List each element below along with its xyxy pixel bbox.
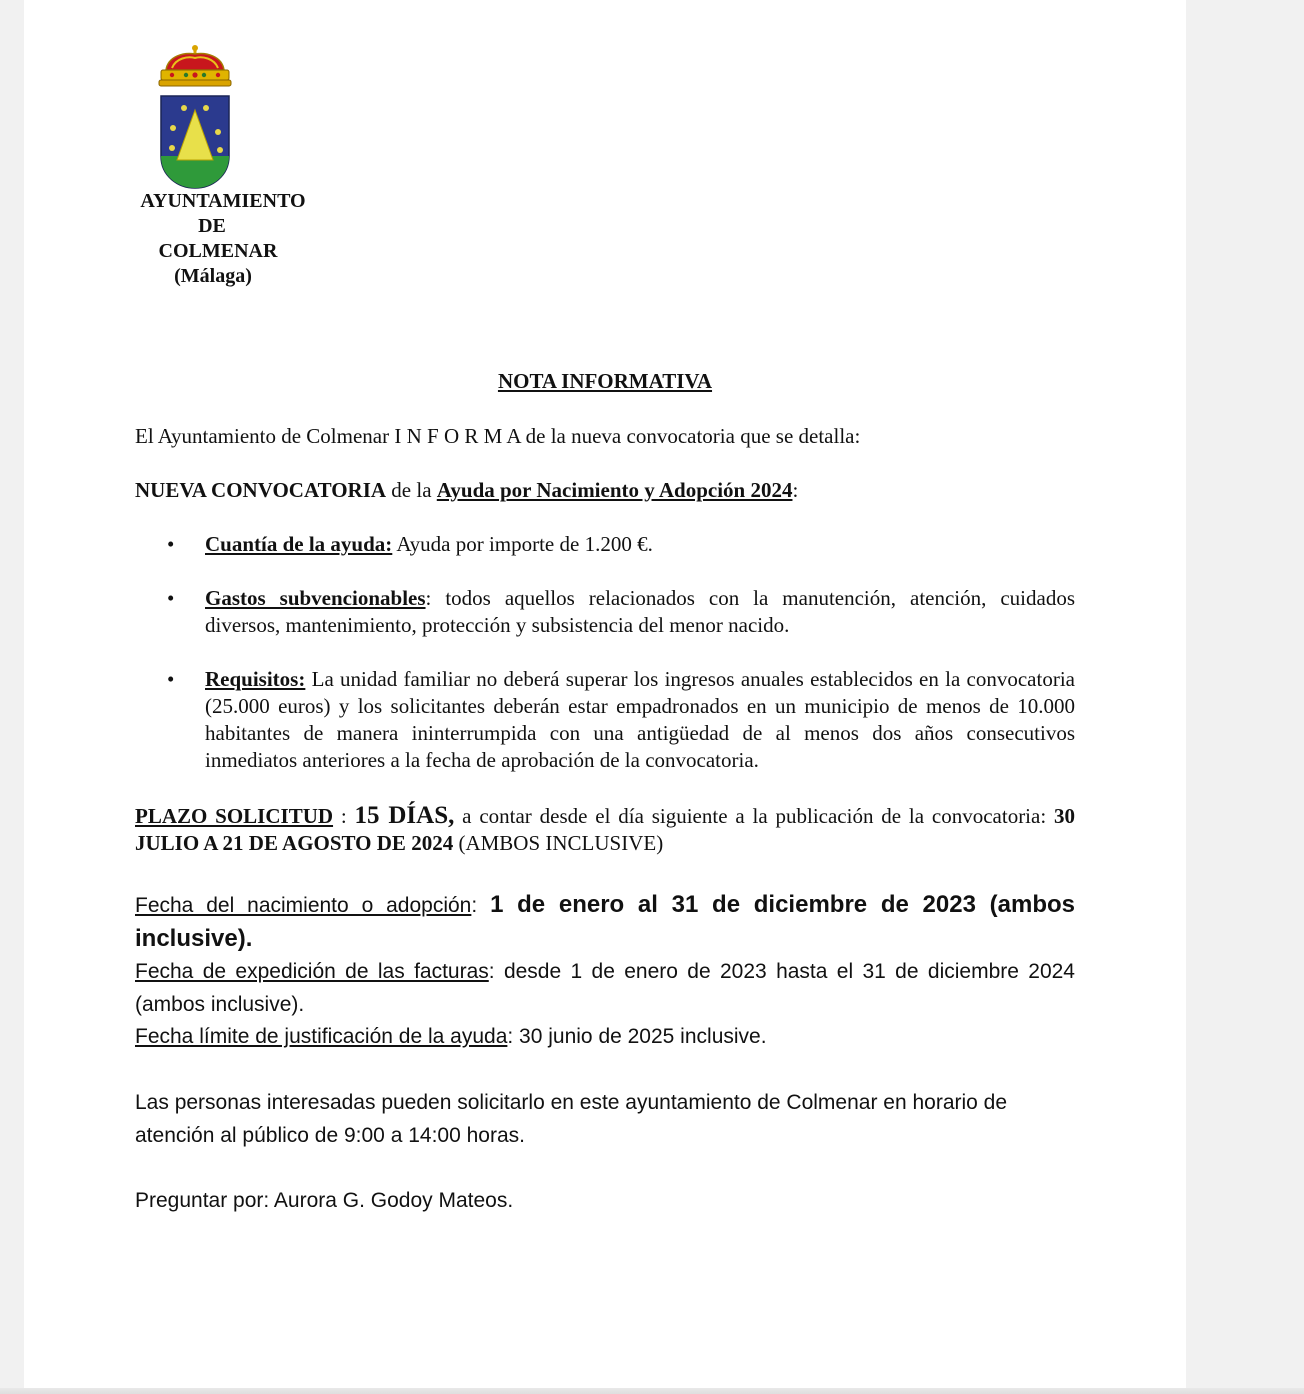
fecha-limite (135, 1020, 1075, 1053)
org-line-3: COLMENAR (158, 240, 278, 262)
bullet-label: Requisitos: (205, 667, 306, 691)
convocatoria-heading (135, 477, 1075, 504)
bullet-glyph: • (167, 532, 175, 556)
fecha-limite-value: : 30 junio de 2025 inclusive. (507, 1025, 767, 1048)
bullet-text: Ayuda por importe de 1.200 €. (392, 532, 653, 556)
organization-name (132, 189, 314, 289)
document-title: NOTA INFORMATIVA (497, 369, 713, 393)
fecha-nacimiento-value: 1 de enero al 31 de diciembre de 2023 (ambos inclusive). (135, 891, 1075, 952)
fecha-facturas-label: Fecha de expedición de las facturas (135, 960, 489, 983)
bullet-label: Gastos subvencionables (205, 586, 426, 610)
bullet-label: Cuantía de la ayuda: (205, 532, 393, 556)
fecha-nacimiento-sep: : (471, 894, 491, 917)
plazo-sep: : (333, 804, 355, 828)
bullet-text: : todos aquellos relacionados con la manutención, atención, cuidados diversos, mantenimiento, protección y subsistencia del menor nacido. (205, 586, 1076, 637)
fecha-facturas-value: : desde 1 de enero de 2023 hasta el 31 de diciembre 2024 (ambos inclusive). (135, 960, 1075, 1016)
plazo-text: a contar desde el día siguiente a la publicación de la convocatoria: (454, 804, 1054, 828)
org-line-2: DE (198, 215, 226, 237)
fecha-nacimiento-label: Fecha del nacimiento o adopción (135, 894, 472, 917)
fecha-facturas (135, 955, 1075, 1021)
plazo-tail: (AMBOS INCLUSIVE) (453, 831, 664, 855)
org-line-1: AYUNTAMIENTO (140, 190, 306, 212)
list-item-cuantia (135, 531, 1075, 558)
fecha-limite-label: Fecha límite de justificación de la ayuda (135, 1025, 508, 1048)
list-item-gastos (135, 585, 1075, 639)
plazo-dates: 30 JULIO A 21 DE AGOSTO DE 2024 (135, 804, 1075, 855)
plazo-paragraph (135, 802, 1075, 857)
fecha-nacimiento (135, 888, 1075, 956)
convocatoria-lead: NUEVA CONVOCATORIA (135, 478, 387, 502)
bullet-text: La unidad familiar no deberá superar los ingresos anuales establecidos en la convocatoria (25.000 euros) y los solicitantes deberán estar empadronados en un municipio de menos de 10.000 habitantes de manera ininterrumpida con una antigüedad de al menos dos años consecutivos inmediatos anteriores a la fecha de aprobación de la convocatoria. (205, 667, 1075, 772)
plazo-label: PLAZO SOLICITUD (135, 804, 334, 828)
plazo-days: 15 DÍAS, (354, 802, 455, 829)
horario-paragraph: Las personas interesadas pueden solicitarlo en este ayuntamiento de Colmenar en horario de atención al público de 9:00 a 14:00 horas. (135, 1091, 1008, 1147)
contacto-paragraph: Preguntar por: Aurora G. Godoy Mateos. (135, 1189, 514, 1212)
org-line-4: (Málaga) (174, 265, 252, 287)
page-bottom-edge (0, 1388, 1304, 1394)
convocatoria-end: : (792, 478, 799, 502)
bullet-glyph: • (167, 586, 175, 610)
list-item-requisitos (135, 666, 1075, 774)
convocatoria-name: Ayuda por Nacimiento y Adopción 2024 (436, 478, 793, 502)
colmenar-coat-of-arms-logo (156, 44, 234, 192)
convocatoria-mid: de la (386, 478, 437, 502)
bullet-glyph: • (167, 667, 175, 691)
intro-paragraph: El Ayuntamiento de Colmenar I N F O R M A de la nueva convocatoria que se detalla: (135, 424, 861, 448)
